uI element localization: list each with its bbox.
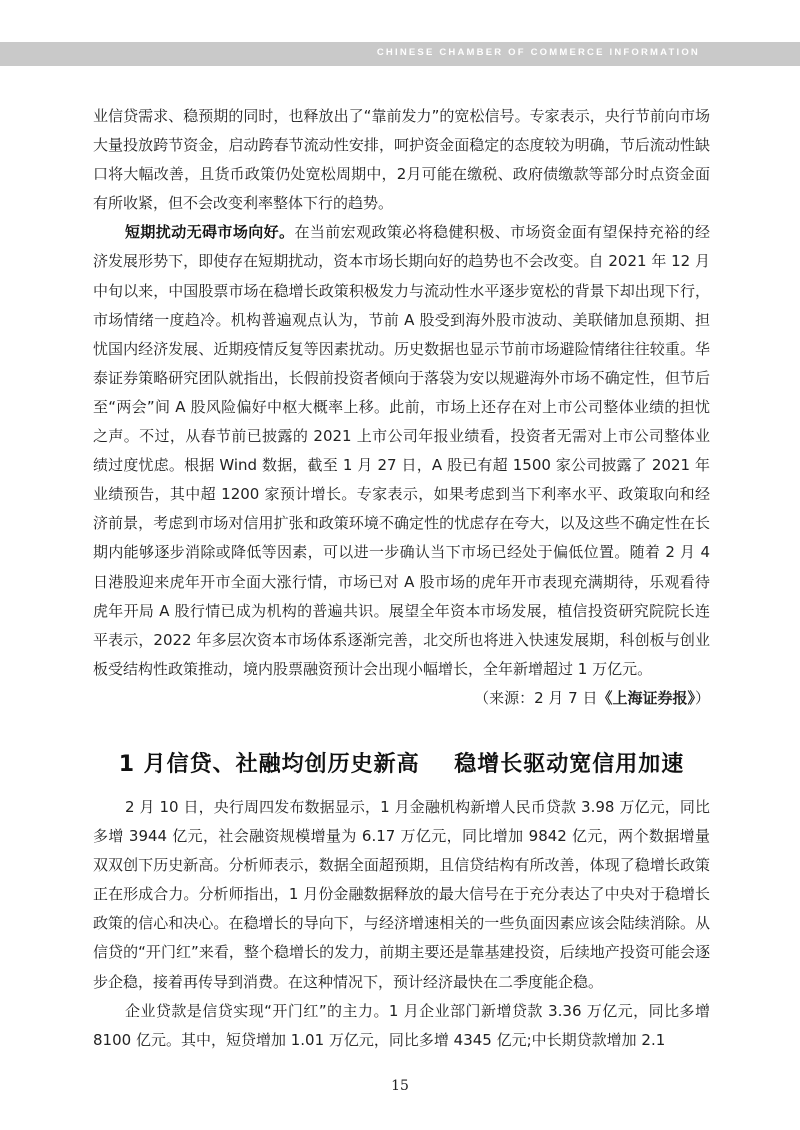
paragraph: 企业贷款是信贷实现“开门红”的主力。1 月企业部门新增贷款 3.36 万亿元，同比多增 8100 亿元。其中，短贷增加 1.01 万亿元，同比多增 4345 亿元;中长期贷款增加 2.1: [93, 1001, 710, 1049]
page-number: 15: [391, 1078, 409, 1094]
source-date: （来源：2 月 7 日: [474, 688, 598, 707]
paragraph: 业信贷需求、稳预期的同时，也释放出了“靠前发力”的宽松信号。专家表示，央行节前向市场大量投放跨节资金，启动跨春节流动性安排，呵护资金面稳定的态度较为明确，节后流动性缺口将大幅改善，且货币政策仍处宽松周期中，2月可能在缴税、政府债缴款等部分时点资金面有所收紧，但不会改变利率整体下行的趋势。: [93, 107, 710, 213]
previous-article-continuation: [93, 102, 710, 713]
source-citation: [93, 684, 710, 713]
paragraph: [93, 218, 710, 684]
source-close: ）: [694, 688, 710, 707]
article-title: 1 月信贷、社融均创历史新高 稳增长驱动宽信用加速: [118, 752, 685, 777]
source-publication: 《上海证券报》: [597, 688, 695, 707]
paragraph-lead: 短期扰动无碍市场向好。: [125, 223, 295, 242]
paragraph-body: 在当前宏观政策必将稳健积极、市场资金面有望保持充裕的经济发展形势下，即使存在短期扰动，资本市场长期向好的趋势也不会改变。自 2021 年 12 月中旬以来，中国股票市场在稳增长政策积极发力与流动性水平逐步宽松的背景下却出现下行，市场情绪一度趋冷。机构普遍观点认为，节前 A 股受到海外股市波动、美联储加息预期、担忧国内经济发展、近期疫情反复等因素扰动。历史数据也显示节前市场避险情绪往往较重。华泰证券策略研究团队就指出，长假前投资者倾向于落袋为安以规避海外市场不确定性，但节后至“两会”间 A 股风险偏好中枢大概率上移。此前，市场上还存在对上市公司整体业绩的担忧之声。不过，从春节前已披露的 2021 上市公司年报业绩看，投资者无需对上市公司整体业绩过度忧虑。根据 Wind 数据，截至 1 月 27 日，A 股已有超 1500 家公司披露了 2021 年业绩预告，其中超 1200 家预计增长。专家表示，如果考虑到当下利率水平、政策取向和经济前景，考虑到市场对信用扩张和政策环境不确定性的忧虑存在夸大，以及这些不确定性在长期内能够逐步消除或降低等因素，可以进一步确认当下市场已经处于偏低位置。随着 2 月 4 日港股迎来虎年开市全面大涨行情，市场已对 A 股市场的虎年开市表现充满期待，乐观看待虎年开局 A 股行情已成为机构的普遍共识。展望全年资本市场发展，植信投资研究院院长连平表示，2022 年多层次资本市场体系逐渐完善，北交所也将进入快速发展期，科创板与创业板受结构性政策推动，境内股票融资预计会出现小幅增长，全年新增超过 1 万亿元。: [93, 223, 710, 678]
article-body: [93, 793, 710, 1055]
publication-header: CHINESE CHAMBER OF COMMERCE INFORMATION: [376, 47, 700, 58]
paragraph: 2 月 10 日，央行周四发布数据显示，1 月金融机构新增人民币贷款 3.98 万亿元，同比多增 3944 亿元，社会融资规模增量为 6.17 万亿元，同比增加 9842 亿元，两个数据增量双双创下历史新高。分析师表示，数据全面超预期，且信贷结构有所改善，体现了稳增长政策正在形成合力。分析师指出，1 月份金融数据释放的最大信号在于充分表达了中央对于稳增长政策的信心和决心。在稳增长的导向下，与经济增速相关的一些负面因素应该会陆续消除。从信贷的“开门红”来看，整个稳增长的发力，前期主要还是靠基建投资，后续地产投资可能会逐步企稳，接着再传导到消费。在这种情况下，预计经济最快在二季度能企稳。: [93, 798, 710, 991]
